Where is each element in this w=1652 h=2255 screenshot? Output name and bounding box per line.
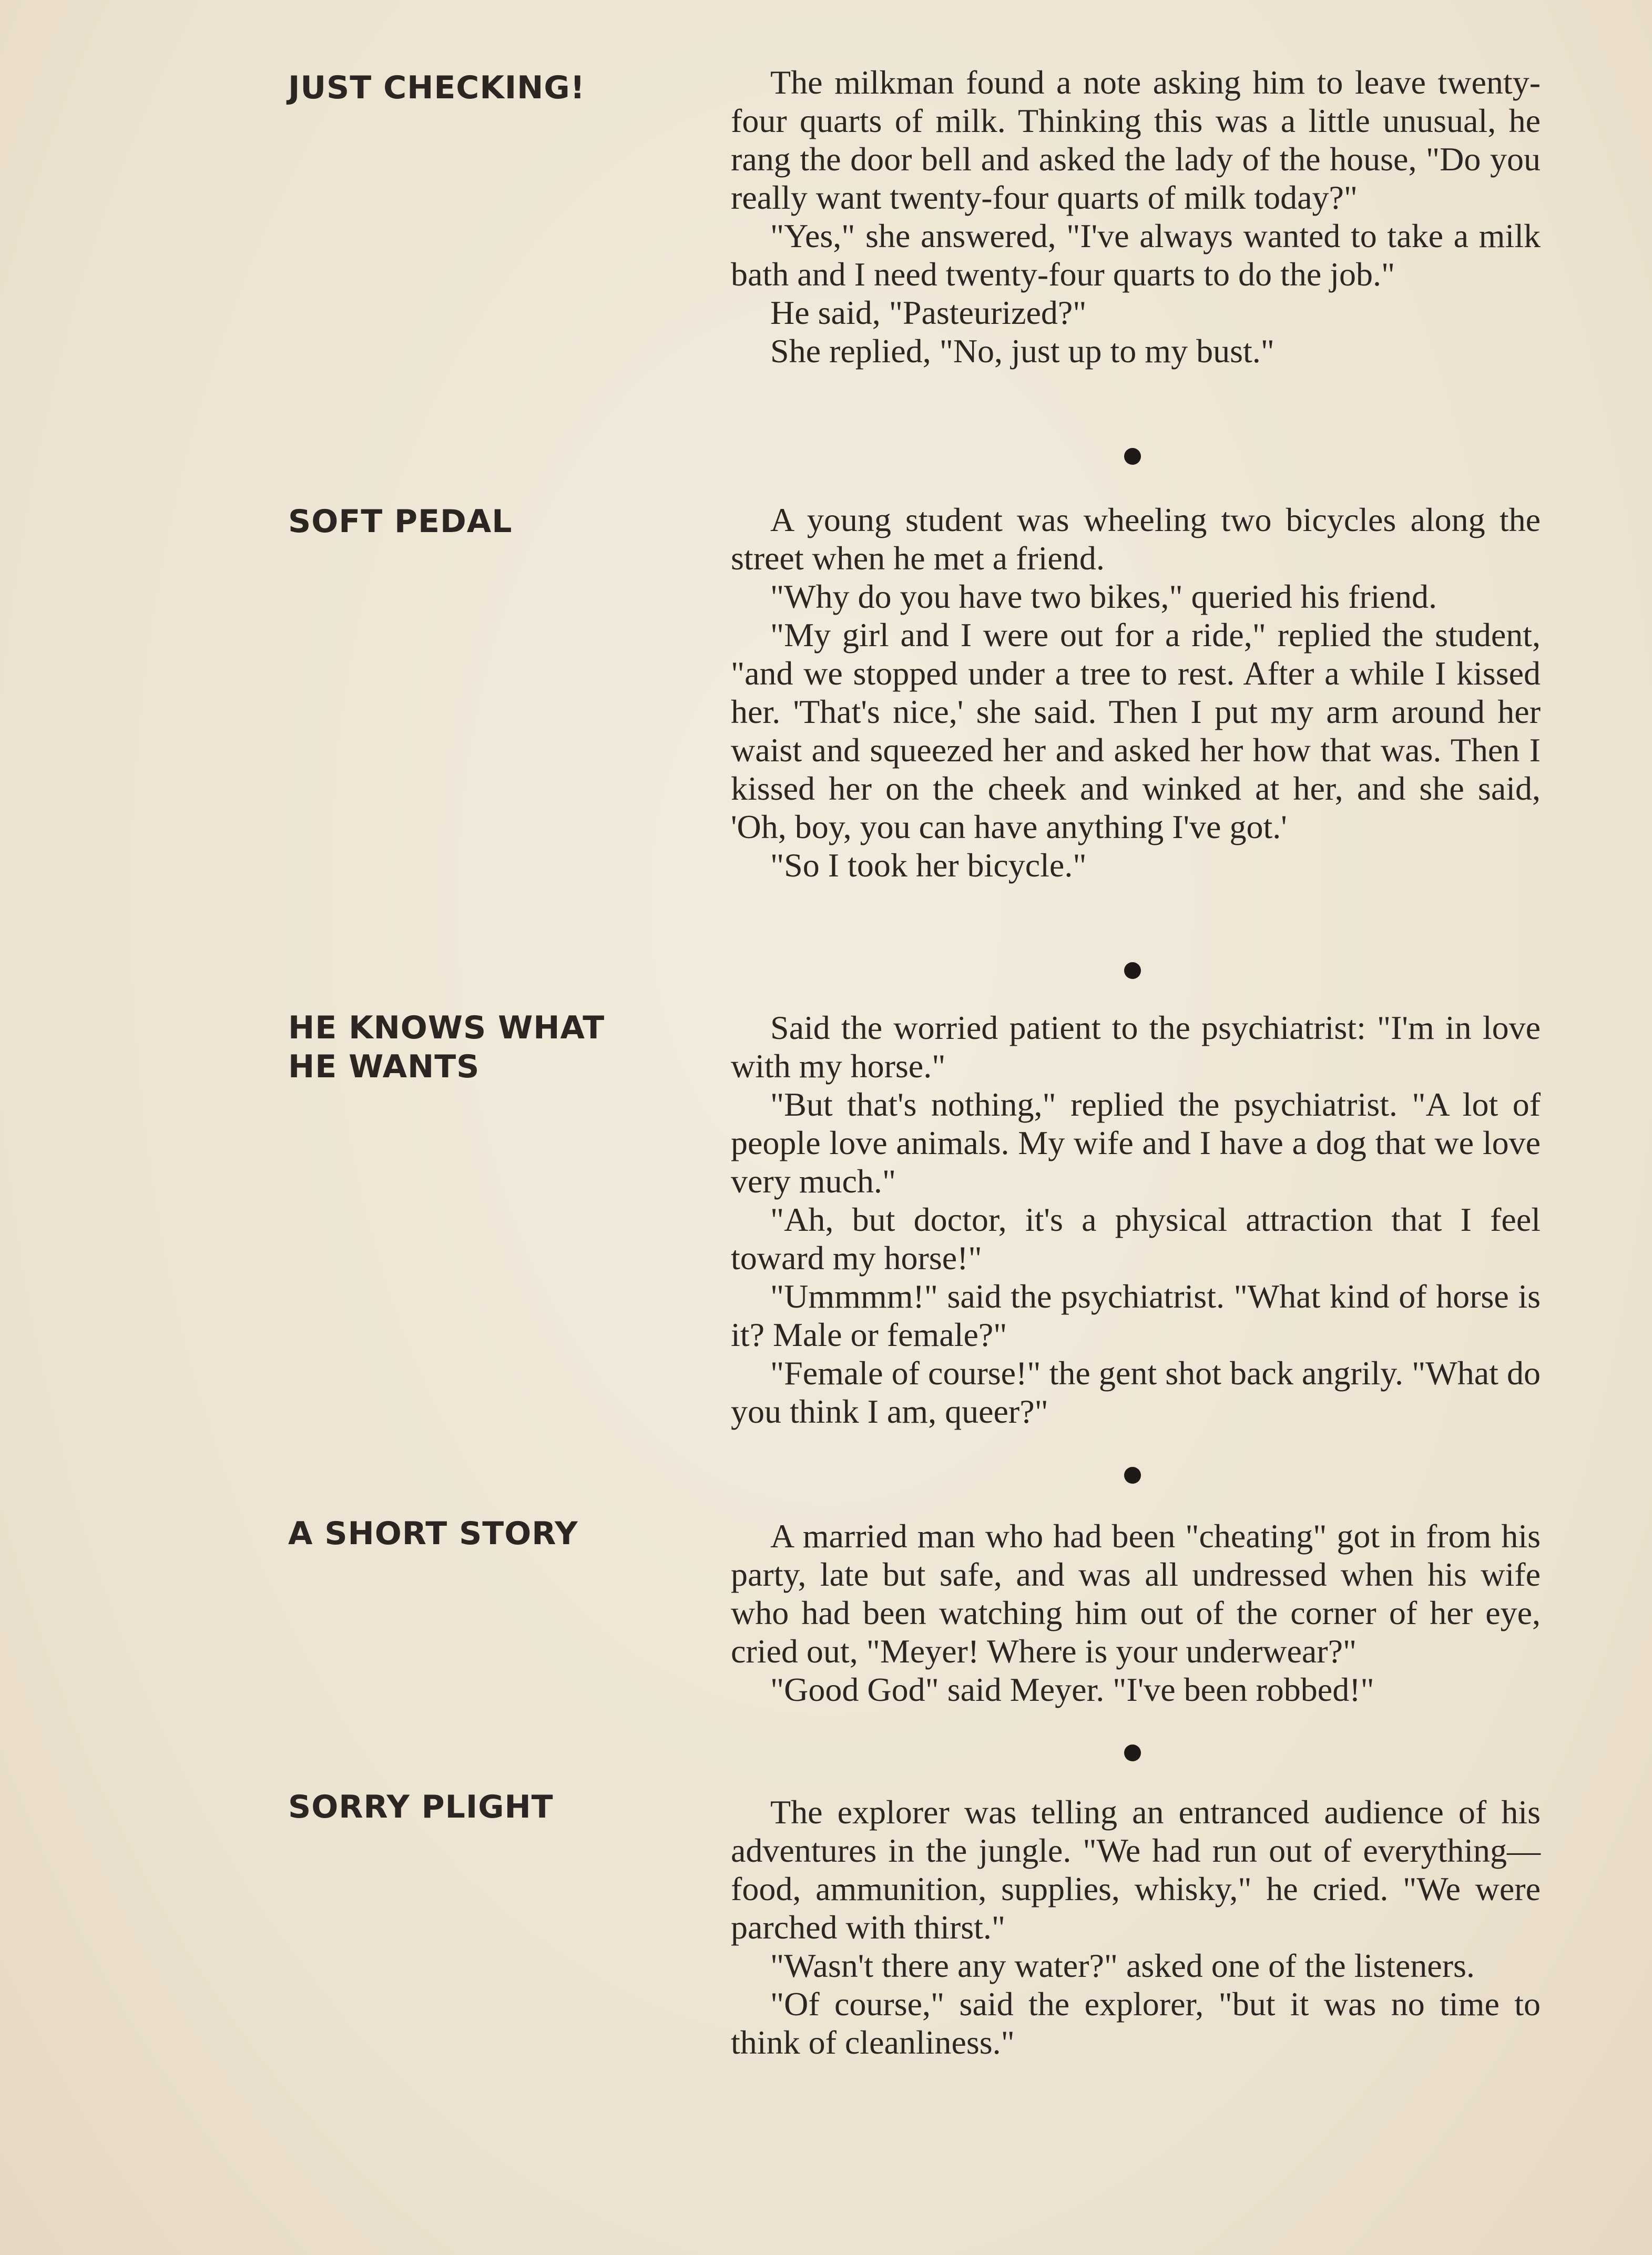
joke-paragraph: A young student was wheeling two bicycles along the street when he met a friend. <box>731 501 1541 577</box>
joke-paragraph: He said, "Pasteurized?" <box>770 294 1087 331</box>
joke-body <box>731 1517 1541 1709</box>
joke-heading: JUST CHECKING! <box>288 69 585 106</box>
joke-paragraph: "Of course," said the explorer, "but it was no time to think of cleanliness." <box>731 1985 1541 2061</box>
joke-heading: HE KNOWS WHAT HE WANTS <box>288 1009 605 1085</box>
joke-paragraph: "Wasn't there any water?" asked one of the listeners. <box>770 1947 1475 1984</box>
joke-paragraph: "Good God" said Meyer. "I've been robbed!" <box>770 1671 1374 1708</box>
joke-heading: SOFT PEDAL <box>288 503 513 540</box>
separator-dot <box>1124 1467 1141 1484</box>
joke-body <box>731 1793 1541 2062</box>
joke-paragraph: The explorer was telling an entranced audience of his adventures in the jungle. "We had run out of everything—food, ammunition, supplies, whisky," he cried. "We were parched with thirst." <box>731 1793 1541 1946</box>
separator-dot <box>1124 1744 1141 1761</box>
joke-paragraph: "My girl and I were out for a ride," replied the student, "and we stopped under a tree to rest. After a while I kissed her. 'That's nice,' she said. Then I put my arm around her waist and squeezed her and asked her how that was. Then I kissed her on the cheek and winked at her, and she said, 'Oh, boy, you can have anything I've got.' <box>731 616 1541 845</box>
joke-paragraph: "Female of course!" the gent shot back angrily. "What do you think I am, queer?" <box>731 1354 1541 1430</box>
separator-dot <box>1124 448 1141 465</box>
separator-dot <box>1124 962 1141 979</box>
joke-paragraph: She replied, "No, just up to my bust." <box>770 332 1274 370</box>
joke-body <box>731 1008 1541 1431</box>
joke-paragraph: "But that's nothing," replied the psychiatrist. "A lot of people love animals. My wife and I have a dog that we love very much." <box>731 1086 1541 1200</box>
joke-heading: A SHORT STORY <box>288 1515 578 1552</box>
joke-heading: SORRY PLIGHT <box>288 1789 554 1825</box>
joke-body <box>731 63 1541 370</box>
joke-paragraph: "Why do you have two bikes," queried his friend. <box>770 578 1437 615</box>
joke-paragraph: "Ah, but doctor, it's a physical attraction that I feel toward my horse!" <box>731 1201 1541 1277</box>
joke-paragraph: "So I took her bicycle." <box>770 846 1087 884</box>
joke-paragraph: "Ummmm!" said the psychiatrist. "What kind of horse is it? Male or female?" <box>731 1278 1541 1353</box>
joke-paragraph: "Yes," she answered, "I've always wanted to take a milk bath and I need twenty-four quarts to do the job." <box>731 217 1541 293</box>
joke-body <box>731 501 1541 884</box>
joke-paragraph: Said the worried patient to the psychiatrist: "I'm in love with my horse." <box>731 1009 1541 1085</box>
joke-paragraph: A married man who had been "cheating" got in from his party, late but safe, and was all undressed when his wife who had been watching him out of the corner of her eye, cried out, "Meyer! Where is your underwear?" <box>731 1517 1541 1670</box>
joke-paragraph: The milkman found a note asking him to leave twenty-four quarts of milk. Thinking this was a little unusual, he rang the door bell and asked the lady of the house, "Do you really want twenty-four quarts of milk today?" <box>731 64 1541 216</box>
